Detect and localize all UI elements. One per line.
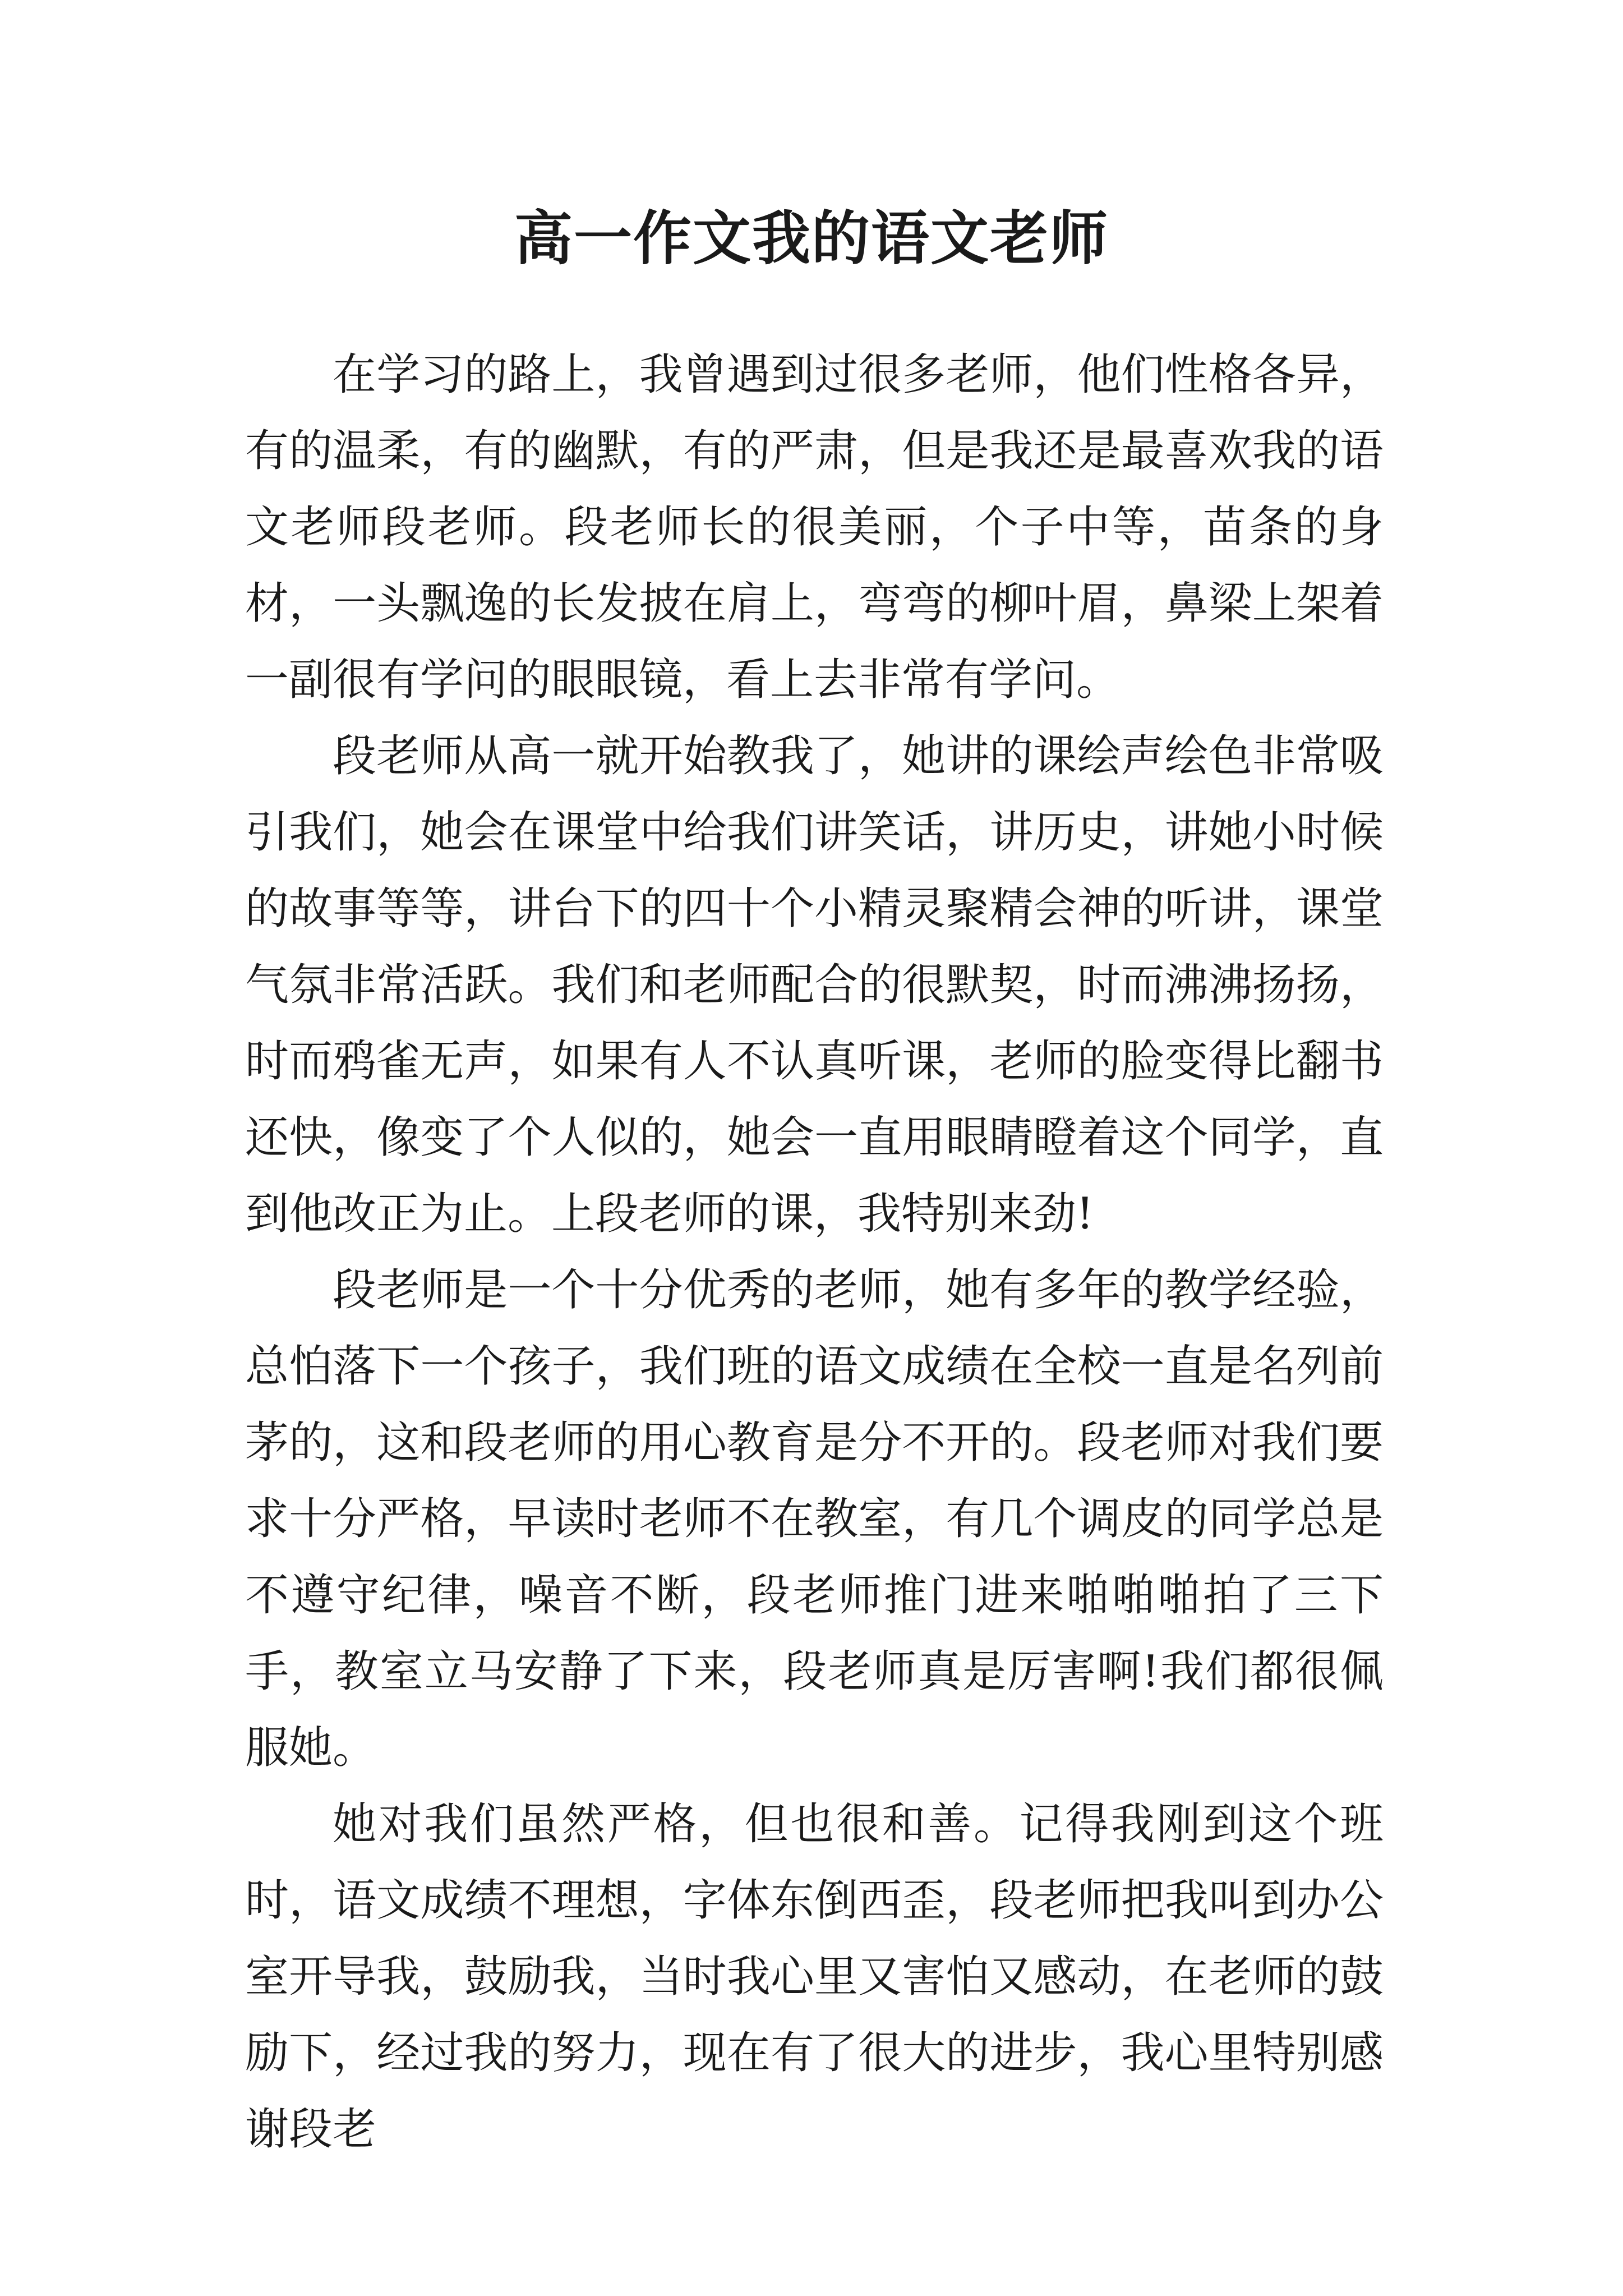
document-title: 高一作文我的语文老师: [514, 204, 1109, 273]
document-body: [245, 337, 1384, 2168]
paragraph: 在学习的路上，我曾遇到过很多老师，他们性格各异，有的温柔，有的幽默，有的严肃，但是我还是最喜欢我的语文老师段老师。段老师长的很美丽，个子中等，苗条的身材，一头飘逸的长发披在肩上，弯弯的柳叶眉，鼻梁上架着一副很有学问的眼眼镜，看上去非常有学问。: [245, 349, 1384, 705]
paragraph: 她对我们虽然严格，但也很和善。记得我刚到这个班时，语文成绩不理想，字体东倒西歪，段老师把我叫到办公室开导我，鼓励我，当时我心里又害怕又感动，在老师的鼓励下，经过我的努力，现在有了很大的进步，我心里特别感谢段老: [245, 1799, 1384, 2155]
paragraph: 段老师从高一就开始教我了，她讲的课绘声绘色非常吸引我们，她会在课堂中给我们讲笑话，讲历史，讲她小时候的故事等等，讲台下的四十个小精灵聚精会神的听讲，课堂气氛非常活跃。我们和老师配合的很默契，时而沸沸扬扬，时而鸦雀无声，如果有人不认真听课，老师的脸变得比翻书还快，像变了个人似的，她会一直用眼睛瞪着这个同学，直到他改正为止。上段老师的课，我特别来劲!: [245, 731, 1384, 1239]
paragraph: 段老师是一个十分优秀的老师，她有多年的教学经验，总怕落下一个孩子，我们班的语文成绩在全校一直是名列前茅的，这和段老师的用心教育是分不开的。段老师对我们要求十分严格，早读时老师不在教室，有几个调皮的同学总是不遵守纪律，噪音不断，段老师推门进来啪啪啪拍了三下手，教室立马安静了下来，段老师真是厉害啊!我们都很佩服她。: [245, 1265, 1384, 1773]
